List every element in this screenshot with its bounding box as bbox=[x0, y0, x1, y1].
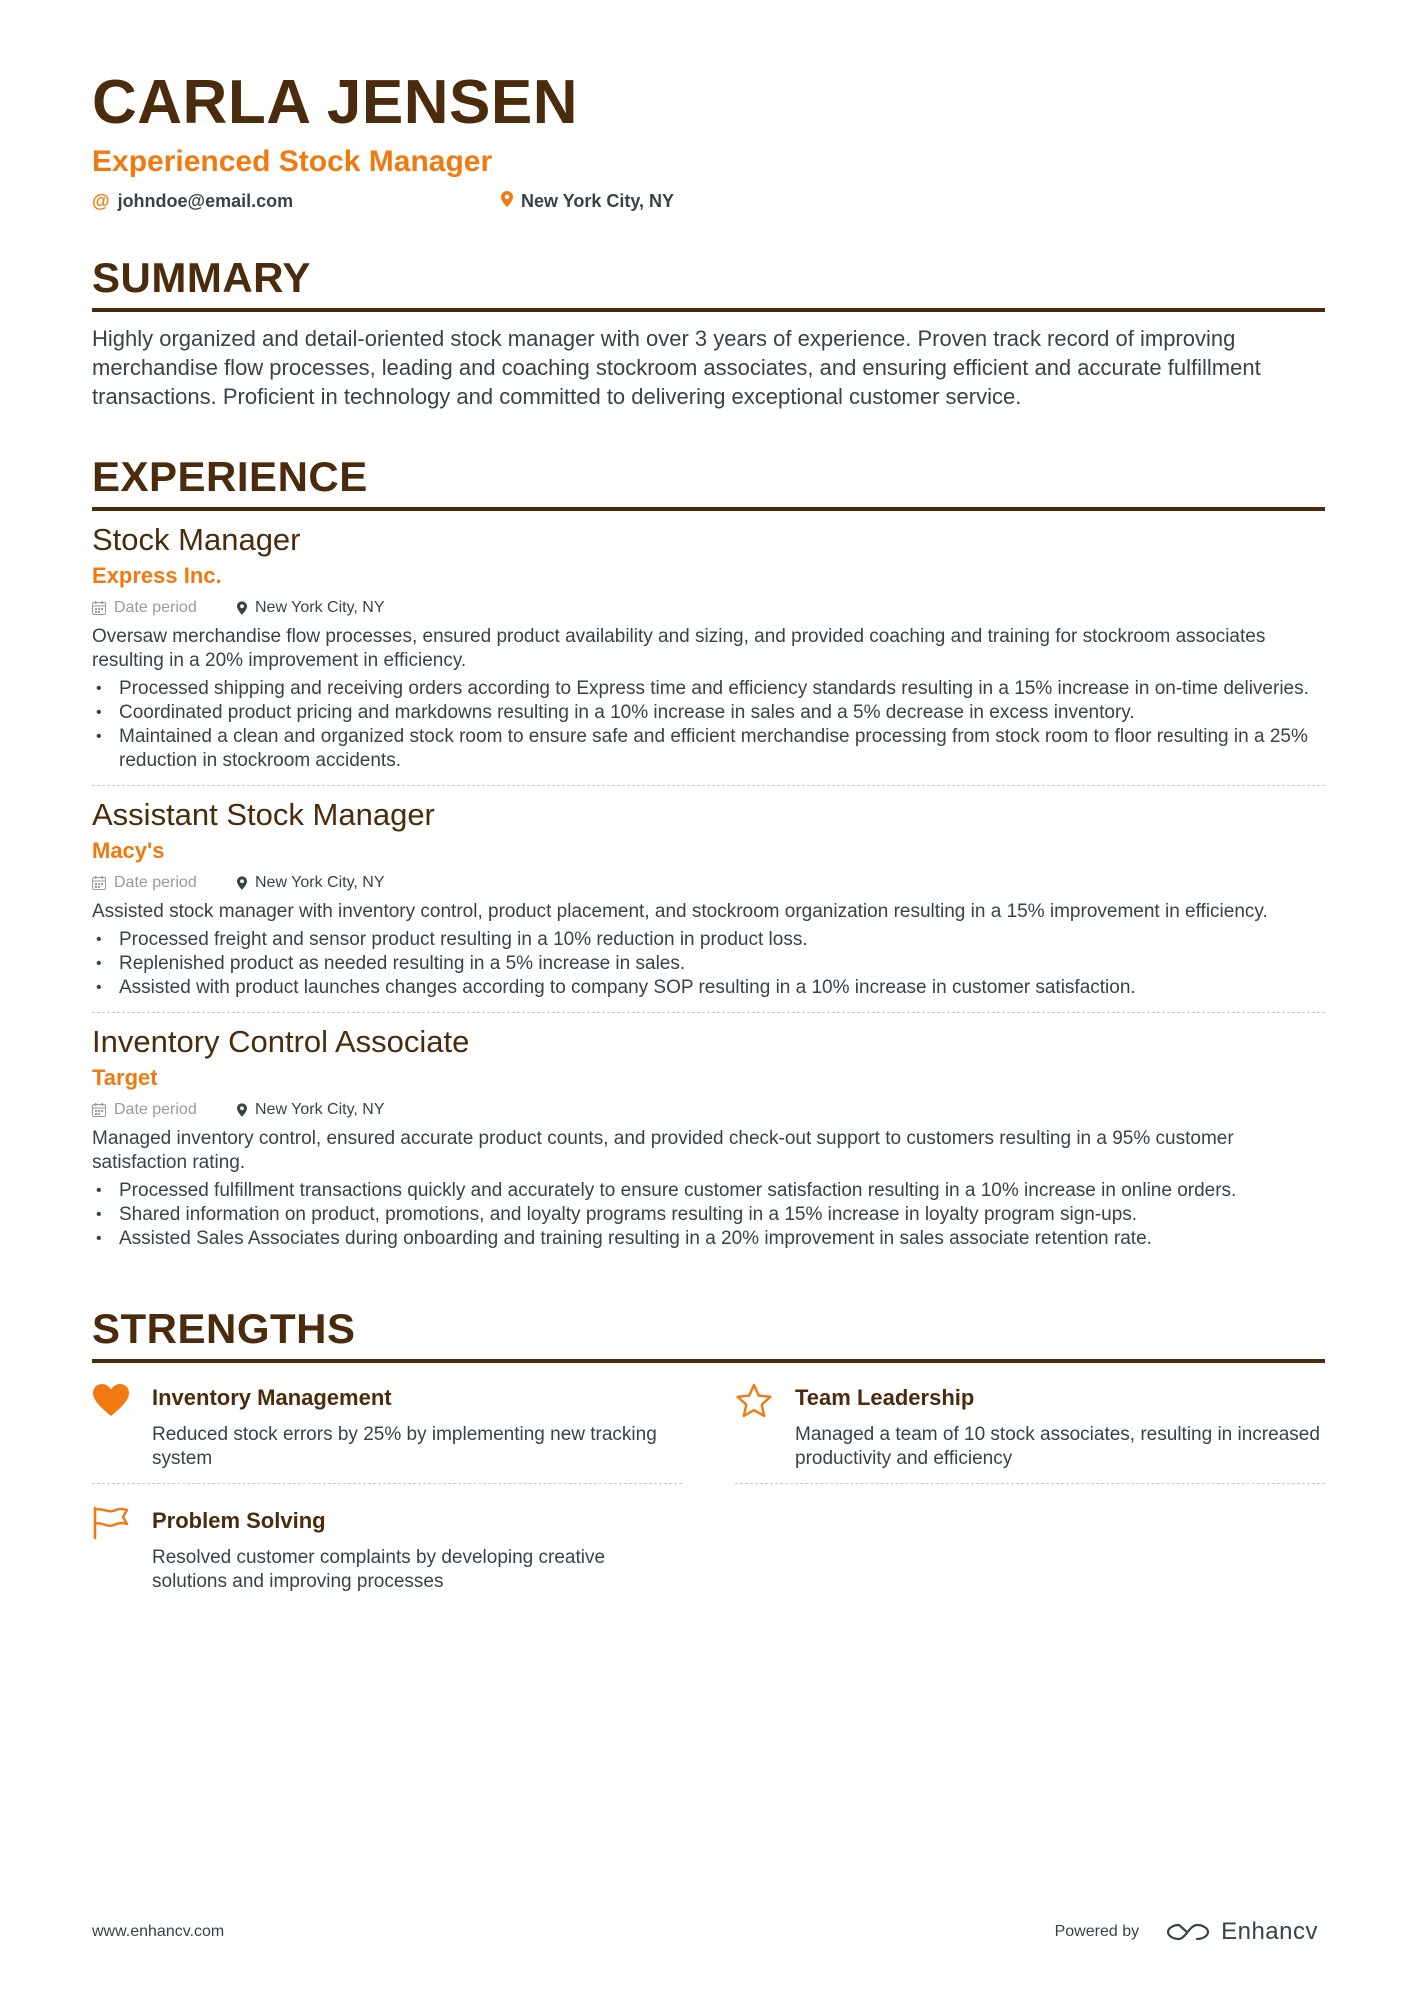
strength-title: Inventory Management bbox=[152, 1385, 392, 1411]
powered-by-brand[interactable] bbox=[1055, 1918, 1318, 1946]
experience-entry bbox=[92, 1013, 1325, 1263]
job-location: New York City, NY bbox=[237, 874, 385, 892]
experience-section bbox=[92, 453, 1325, 1263]
strength-description: Managed a team of 10 stock associates, resulting in increased productivity and efficiency bbox=[795, 1424, 1320, 1470]
job-bullet: • Processed freight and sensor product resulting in a 10% reduction in product loss. bbox=[92, 928, 1325, 952]
job-title: Stock Manager bbox=[92, 522, 301, 558]
footer-website-link[interactable]: www.enhancv.com bbox=[92, 1923, 225, 1940]
strength-description: Resolved customer complaints by developing creative solutions and improving processes bbox=[152, 1547, 606, 1593]
job-description: Oversaw merchandise flow processes, ensured product availability and sizing, and provided coaching and training for stockroom associates resulting in a 20% improvement in efficiency. bbox=[92, 626, 1266, 672]
calendar-icon bbox=[92, 1103, 106, 1117]
job-bullet: • Replenished product as needed resulting in a 5% increase in sales. bbox=[92, 952, 1325, 976]
job-bullet: • Assisted Sales Associates during onboarding and training resulting in a 20% improvement in sales associate retention rate. bbox=[92, 1227, 1325, 1251]
job-date: Date period bbox=[92, 874, 237, 892]
calendar-icon bbox=[92, 601, 106, 615]
strength-content bbox=[152, 1504, 682, 1594]
powered-by-label: Powered by bbox=[1054, 1923, 1140, 1940]
company-name: Target bbox=[92, 1065, 158, 1091]
job-date: Date period bbox=[92, 599, 237, 617]
job-bullets bbox=[92, 928, 1325, 1000]
job-bullet: • Coordinated product pricing and markdowns resulting in a 10% increase in sales and a 5% decrease in excess inventory. bbox=[92, 701, 1325, 725]
strengths-grid bbox=[92, 1381, 1325, 1626]
resume-header bbox=[92, 70, 1325, 212]
job-bullets bbox=[92, 677, 1325, 773]
job-bullet: • Assisted with product launches changes according to company SOP resulting in a 10% increase in customer satisfaction. bbox=[92, 976, 1325, 1000]
job-meta bbox=[92, 599, 1325, 617]
flag-icon bbox=[92, 1504, 152, 1594]
candidate-headline: Experienced Stock Manager bbox=[92, 145, 493, 179]
location-text: New York City, NY bbox=[521, 191, 675, 212]
experience-entry bbox=[92, 786, 1325, 1013]
strength-content bbox=[152, 1381, 682, 1471]
enhancv-logo-icon bbox=[1165, 1921, 1211, 1943]
job-meta bbox=[92, 874, 1325, 892]
location-pin-icon bbox=[237, 601, 247, 615]
job-location: New York City, NY bbox=[237, 1101, 385, 1119]
job-bullet: • Maintained a clean and organized stock room to ensure safe and efficient merchandise processing from stock room to floor resulting in a 25% reduction in stockroom accidents. bbox=[92, 725, 1325, 773]
job-bullet: • Processed shipping and receiving orders according to Express time and efficiency standards resulting in a 15% increase in on-time deliveries. bbox=[92, 677, 1325, 701]
job-bullet: • Processed fulfillment transactions quickly and accurately to ensure customer satisfaction resulting in a 10% increase in online orders. bbox=[92, 1179, 1325, 1203]
strength-item bbox=[92, 1504, 682, 1606]
job-description: Assisted stock manager with inventory control, product placement, and stockroom organization resulting in a 15% improvement in efficiency. bbox=[92, 901, 1268, 923]
summary-text: Highly organized and detail-oriented stock manager with over 3 years of experience. Proven track record of improving merchandise flow processes, leading and coaching stockroom associates, and ensuring efficient and accurate fulfillment transactions. Proficient in technology and committed to delivering exceptional customer service. bbox=[92, 326, 1261, 410]
job-bullet: • Shared information on product, promotions, and loyalty programs resulting in a 15% increase in loyalty program sign-ups. bbox=[92, 1203, 1325, 1227]
star-icon bbox=[735, 1381, 795, 1471]
experience-entry bbox=[92, 511, 1325, 786]
company-name: Express Inc. bbox=[92, 563, 222, 589]
strength-content bbox=[795, 1381, 1325, 1471]
job-date: Date period bbox=[92, 1101, 237, 1119]
location-pin-icon bbox=[501, 191, 513, 212]
strength-title: Problem Solving bbox=[152, 1508, 326, 1534]
job-title: Assistant Stock Manager bbox=[92, 797, 435, 833]
strength-item bbox=[735, 1381, 1325, 1484]
location-pin-icon bbox=[237, 1103, 247, 1117]
contact-location bbox=[501, 191, 674, 212]
job-location: New York City, NY bbox=[237, 599, 385, 617]
page-footer bbox=[92, 1918, 1318, 1946]
resume-page bbox=[92, 70, 1325, 1626]
strengths-section bbox=[92, 1305, 1325, 1626]
strength-description: Reduced stock errors by 25% by implementing new tracking system bbox=[152, 1424, 657, 1470]
strength-title: Team Leadership bbox=[795, 1385, 975, 1411]
contact-email[interactable] bbox=[92, 191, 501, 212]
location-pin-icon bbox=[237, 876, 247, 890]
job-title: Inventory Control Associate bbox=[92, 1024, 470, 1060]
at-sign-icon: @ bbox=[92, 191, 110, 212]
job-bullets bbox=[92, 1179, 1325, 1251]
candidate-name: CARLA JENSEN bbox=[92, 68, 578, 137]
summary-section bbox=[92, 254, 1325, 411]
contact-row bbox=[92, 191, 1325, 212]
enhancv-brand-name: Enhancv bbox=[1221, 1918, 1318, 1945]
strength-item bbox=[92, 1381, 682, 1484]
summary-heading: SUMMARY bbox=[92, 254, 1325, 312]
job-meta bbox=[92, 1101, 1325, 1119]
heart-icon bbox=[92, 1381, 152, 1471]
company-name: Macy's bbox=[92, 838, 165, 864]
email-text: johndoe@email.com bbox=[117, 191, 294, 212]
experience-heading: EXPERIENCE bbox=[92, 453, 1325, 511]
strengths-heading: STRENGTHS bbox=[92, 1305, 1325, 1363]
job-description: Managed inventory control, ensured accurate product counts, and provided check-out support to customers resulting in a 95% customer satisfaction rating. bbox=[92, 1128, 1234, 1174]
calendar-icon bbox=[92, 876, 106, 890]
